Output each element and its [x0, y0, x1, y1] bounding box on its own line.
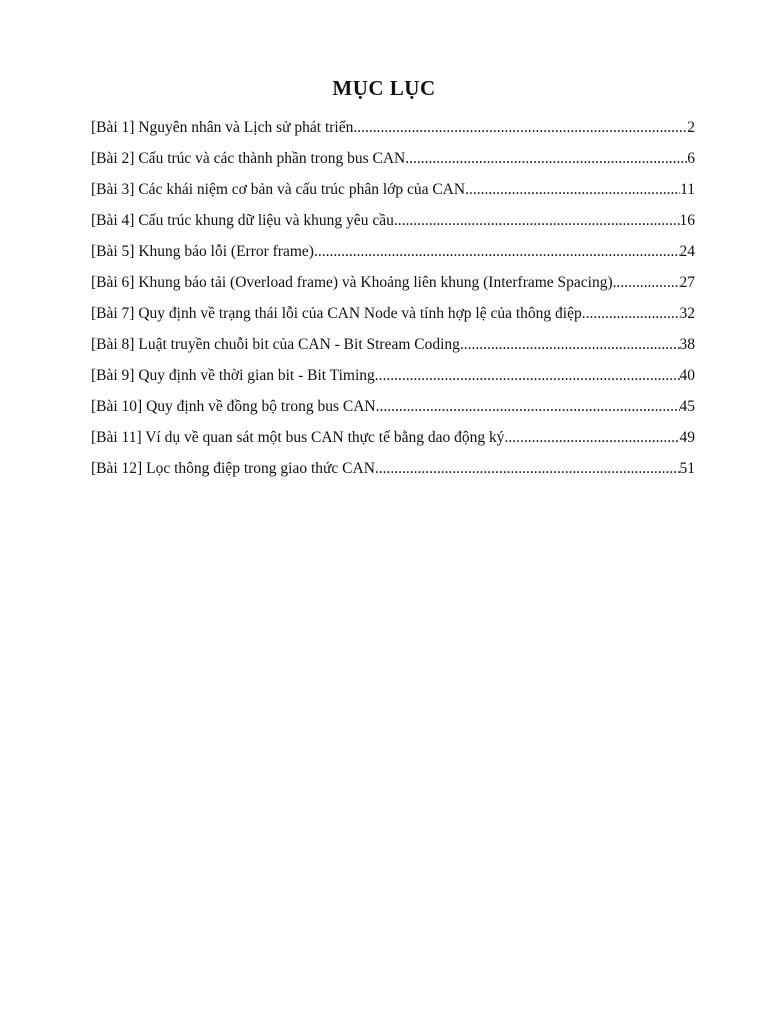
- toc-dot-leader: [314, 243, 680, 261]
- table-of-contents: [91, 119, 695, 491]
- toc-dot-leader: [375, 460, 680, 478]
- toc-entry-title: [Bài 12] Lọc thông điệp trong giao thức CAN: [91, 460, 375, 477]
- toc-title: MỤC LỤC: [332, 76, 436, 100]
- toc-dot-leader: [613, 274, 680, 292]
- toc-entry-page: 45: [679, 398, 695, 415]
- toc-dot-leader: [394, 212, 680, 230]
- toc-entry-title: [Bài 11] Ví dụ về quan sát một bus CAN thực tế bằng dao động ký: [91, 429, 505, 446]
- toc-entry: [91, 274, 695, 305]
- toc-entry-title: [Bài 3] Các khái niệm cơ bản và cấu trúc phân lớp của CAN: [91, 181, 466, 198]
- toc-entry-page: 11: [680, 181, 695, 198]
- toc-entry: [91, 243, 695, 274]
- toc-entry: [91, 367, 695, 398]
- toc-entry: [91, 181, 695, 212]
- toc-entry-title: [Bài 9] Quy định về thời gian bit - Bit Timing: [91, 367, 375, 384]
- toc-entry-title: [Bài 2] Cấu trúc và các thành phần trong bus CAN: [91, 150, 406, 167]
- toc-entry-page: 32: [679, 305, 695, 322]
- toc-entry-page: 51: [679, 460, 695, 477]
- toc-entry: [91, 150, 695, 181]
- toc-dot-leader: [376, 398, 680, 416]
- toc-entry-title: [Bài 6] Khung báo tải (Overload frame) và Khoảng liên khung (Interframe Spacing): [91, 274, 613, 291]
- toc-entry: [91, 429, 695, 460]
- toc-entry: [91, 336, 695, 367]
- toc-entry-page: 2: [687, 119, 695, 136]
- toc-dot-leader: [353, 119, 687, 137]
- toc-dot-leader: [375, 367, 680, 385]
- toc-entry-title: [Bài 8] Luật truyền chuỗi bit của CAN - Bit Stream Coding: [91, 336, 460, 353]
- toc-dot-leader: [505, 429, 680, 447]
- toc-dot-leader: [465, 181, 680, 199]
- toc-entry: [91, 119, 695, 150]
- toc-dot-leader: [582, 305, 680, 323]
- toc-entry-page: 40: [679, 367, 695, 384]
- toc-entry: [91, 398, 695, 429]
- toc-entry-page: 16: [679, 212, 695, 229]
- toc-entry-title: [Bài 4] Cấu trúc khung dữ liệu và khung yêu cầu: [91, 212, 394, 229]
- toc-entry: [91, 305, 695, 336]
- toc-entry-page: 38: [679, 336, 695, 353]
- toc-dot-leader: [460, 336, 680, 354]
- toc-entry-title: [Bài 10] Quy định về đồng bộ trong bus CAN: [91, 398, 376, 415]
- toc-entry-page: 24: [679, 243, 695, 260]
- toc-entry-page: 6: [687, 150, 695, 167]
- toc-entry-page: 49: [679, 429, 695, 446]
- toc-entry: [91, 460, 695, 491]
- toc-entry-title: [Bài 5] Khung báo lỗi (Error frame): [91, 243, 314, 260]
- toc-dot-leader: [405, 150, 687, 168]
- toc-entry-page: 27: [679, 274, 695, 291]
- toc-entry: [91, 212, 695, 243]
- toc-entry-title: [Bài 7] Quy định về trạng thái lỗi của CAN Node và tính hợp lệ của thông điệp: [91, 305, 582, 322]
- toc-entry-title: [Bài 1] Nguyên nhân và Lịch sử phát triển: [91, 119, 354, 136]
